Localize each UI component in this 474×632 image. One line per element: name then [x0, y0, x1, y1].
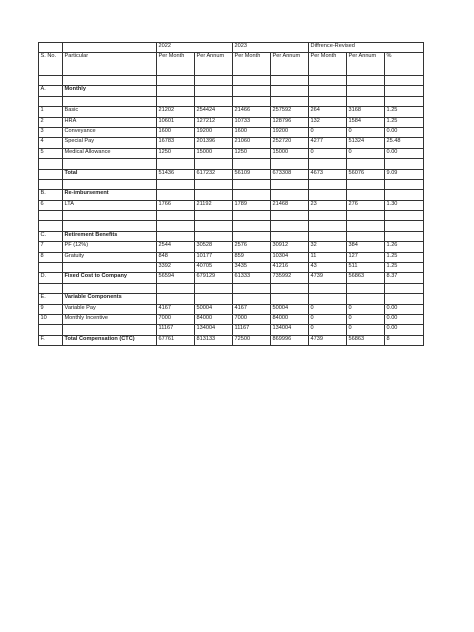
per-month-2022-cell — [157, 231, 195, 241]
particular-cell: HRA — [63, 117, 157, 127]
per-month-2022-cell: 1600 — [157, 127, 195, 137]
table-row — [39, 200, 424, 210]
per-month-2023-cell — [233, 76, 271, 86]
per-month-2023-cell — [233, 294, 271, 304]
per-annum-2023-cell: 15000 — [271, 148, 309, 158]
percent-cell: 0.00 — [385, 314, 424, 324]
per-annum-diff-cell — [347, 211, 385, 221]
per-month-diff-cell — [309, 283, 347, 293]
per-month-diff-cell: 11 — [309, 252, 347, 262]
year-2022-header: 2022 — [157, 43, 233, 53]
table-row — [39, 335, 424, 345]
per-month-diff-cell — [309, 96, 347, 106]
per-annum-diff-cell — [347, 86, 385, 96]
particular-cell: Retirement Benefits — [63, 231, 157, 241]
per-month-diff-cell — [309, 76, 347, 86]
per-annum-2022-cell — [195, 294, 233, 304]
percent-cell: 0.00 — [385, 304, 424, 314]
particular-cell — [63, 96, 157, 106]
percent-cell — [385, 96, 424, 106]
percent-cell: 1.26 — [385, 242, 424, 252]
per-annum-2023-cell: 134004 — [271, 325, 309, 335]
per-month-2022-cell: 16783 — [157, 138, 195, 148]
particular-cell — [63, 76, 157, 86]
per-annum-diff-cell — [347, 179, 385, 189]
per-annum-2023-cell: 869996 — [271, 335, 309, 345]
per-annum-2023-cell: 19200 — [271, 127, 309, 137]
per-month-header-2022: Per Month — [157, 53, 195, 76]
per-annum-2022-cell — [195, 76, 233, 86]
particular-cell — [63, 211, 157, 221]
particular-cell: Basic — [63, 107, 157, 117]
per-annum-diff-cell: 0 — [347, 314, 385, 324]
per-month-2022-cell: 51436 — [157, 169, 195, 179]
table-row — [39, 148, 424, 158]
per-month-diff-cell — [309, 221, 347, 231]
per-annum-diff-cell: 56863 — [347, 335, 385, 345]
percent-cell — [385, 179, 424, 189]
particular-cell — [63, 263, 157, 273]
per-annum-diff-cell — [347, 221, 385, 231]
table-row — [39, 231, 424, 241]
table-row — [39, 169, 424, 179]
per-annum-header-2022: Per Annum — [195, 53, 233, 76]
per-annum-2022-cell — [195, 221, 233, 231]
sno-cell: A. — [39, 86, 63, 96]
per-month-2022-cell — [157, 190, 195, 200]
per-annum-2022-cell: 19200 — [195, 127, 233, 137]
per-month-2023-cell: 21466 — [233, 107, 271, 117]
per-annum-2023-cell — [271, 86, 309, 96]
per-annum-2022-cell: 10177 — [195, 252, 233, 262]
per-month-2023-cell — [233, 221, 271, 231]
sno-cell: B. — [39, 190, 63, 200]
per-annum-2023-cell — [271, 179, 309, 189]
compensation-table — [38, 42, 424, 346]
per-month-2023-cell — [233, 211, 271, 221]
per-annum-2023-cell — [271, 159, 309, 169]
particular-cell: Re-imbursement — [63, 190, 157, 200]
sno-header: S. No. — [39, 53, 63, 76]
per-annum-header-2023: Per Annum — [271, 53, 309, 76]
per-month-2022-cell — [157, 283, 195, 293]
particular-cell — [63, 159, 157, 169]
sno-cell: 9 — [39, 304, 63, 314]
per-month-2023-cell — [233, 231, 271, 241]
per-annum-2023-cell — [271, 283, 309, 293]
per-month-2023-cell: 1789 — [233, 200, 271, 210]
particular-cell: PF (12%) — [63, 242, 157, 252]
per-month-diff-cell — [309, 159, 347, 169]
per-month-2022-cell: 10601 — [157, 117, 195, 127]
percent-header: % — [385, 53, 424, 76]
per-month-2022-cell: 848 — [157, 252, 195, 262]
per-month-2022-cell — [157, 294, 195, 304]
sno-cell: 7 — [39, 242, 63, 252]
per-month-2023-cell: 21060 — [233, 138, 271, 148]
per-annum-2023-cell: 41216 — [271, 263, 309, 273]
per-annum-2022-cell: 40705 — [195, 263, 233, 273]
per-month-diff-cell — [309, 179, 347, 189]
per-month-diff-cell: 23 — [309, 200, 347, 210]
sno-cell — [39, 179, 63, 189]
table-row — [39, 252, 424, 262]
table-row — [39, 273, 424, 283]
per-month-2023-cell — [233, 96, 271, 106]
per-month-diff-cell: 4277 — [309, 138, 347, 148]
per-annum-diff-cell: 3168 — [347, 107, 385, 117]
per-annum-2022-cell: 30528 — [195, 242, 233, 252]
percent-cell — [385, 76, 424, 86]
particular-cell: Gratuity — [63, 252, 157, 262]
per-month-diff-cell: 0 — [309, 148, 347, 158]
per-annum-2023-cell — [271, 221, 309, 231]
per-month-2023-cell: 1600 — [233, 127, 271, 137]
per-month-diff-cell: 264 — [309, 107, 347, 117]
sno-cell — [39, 169, 63, 179]
per-month-diff-cell: 0 — [309, 304, 347, 314]
per-annum-diff-cell — [347, 231, 385, 241]
percent-cell — [385, 283, 424, 293]
per-annum-diff-cell: 127 — [347, 252, 385, 262]
per-annum-2022-cell — [195, 211, 233, 221]
per-month-2022-cell — [157, 96, 195, 106]
per-month-2023-cell: 1250 — [233, 148, 271, 158]
per-month-2023-cell: 859 — [233, 252, 271, 262]
sno-cell: 10 — [39, 314, 63, 324]
percent-cell: 8.37 — [385, 273, 424, 283]
per-month-diff-cell: 0 — [309, 314, 347, 324]
per-month-2022-cell: 1766 — [157, 200, 195, 210]
per-annum-2022-cell: 50004 — [195, 304, 233, 314]
per-annum-2023-cell: 252720 — [271, 138, 309, 148]
per-annum-2022-cell — [195, 179, 233, 189]
sno-cell — [39, 76, 63, 86]
sno-cell — [39, 96, 63, 106]
per-annum-diff-cell: 384 — [347, 242, 385, 252]
percent-cell — [385, 294, 424, 304]
per-annum-2023-cell — [271, 211, 309, 221]
percent-cell — [385, 221, 424, 231]
particular-cell: LTA — [63, 200, 157, 210]
header-cell-blank — [63, 43, 157, 53]
per-month-2022-cell: 4167 — [157, 304, 195, 314]
per-month-diff-cell — [309, 211, 347, 221]
per-month-2023-cell: 4167 — [233, 304, 271, 314]
per-annum-diff-cell — [347, 76, 385, 86]
per-month-diff-cell: 43 — [309, 263, 347, 273]
particular-cell — [63, 325, 157, 335]
sno-cell: 6 — [39, 200, 63, 210]
per-annum-2023-cell — [271, 76, 309, 86]
table-row — [39, 190, 424, 200]
per-annum-2022-cell: 134004 — [195, 325, 233, 335]
sno-cell — [39, 283, 63, 293]
particular-cell: Monthly — [63, 86, 157, 96]
per-annum-diff-cell: 0 — [347, 148, 385, 158]
percent-cell: 1.25 — [385, 263, 424, 273]
particular-header: Particular — [63, 53, 157, 76]
particular-cell — [63, 179, 157, 189]
percent-cell: 1.30 — [385, 200, 424, 210]
table-row — [39, 138, 424, 148]
percent-cell: 1.25 — [385, 252, 424, 262]
per-annum-2023-cell: 21468 — [271, 200, 309, 210]
per-annum-2023-cell: 10304 — [271, 252, 309, 262]
percent-cell — [385, 86, 424, 96]
per-month-diff-cell: 4739 — [309, 273, 347, 283]
per-annum-2023-cell — [271, 190, 309, 200]
per-month-2023-cell: 7000 — [233, 314, 271, 324]
per-month-diff-cell: 132 — [309, 117, 347, 127]
percent-cell — [385, 211, 424, 221]
per-annum-diff-cell — [347, 96, 385, 106]
per-annum-2022-cell: 15000 — [195, 148, 233, 158]
per-annum-diff-cell: 51324 — [347, 138, 385, 148]
per-month-2022-cell: 56594 — [157, 273, 195, 283]
year-header-row — [39, 43, 424, 53]
per-month-diff-cell: 4673 — [309, 169, 347, 179]
per-annum-diff-cell: 0 — [347, 325, 385, 335]
per-annum-2022-cell: 127212 — [195, 117, 233, 127]
particular-cell — [63, 221, 157, 231]
sno-cell — [39, 325, 63, 335]
per-month-2023-cell: 10733 — [233, 117, 271, 127]
sno-cell — [39, 159, 63, 169]
per-month-diff-cell: 4739 — [309, 335, 347, 345]
per-annum-diff-cell: 276 — [347, 200, 385, 210]
per-annum-2023-cell — [271, 96, 309, 106]
per-month-2023-cell: 3435 — [233, 263, 271, 273]
table-row — [39, 325, 424, 335]
particular-cell: Medical Allowance — [63, 148, 157, 158]
particular-cell: Monthly Incentive — [63, 314, 157, 324]
percent-cell — [385, 159, 424, 169]
per-month-diff-cell — [309, 231, 347, 241]
per-annum-diff-cell — [347, 294, 385, 304]
difference-header: Diffrence-Revised — [309, 43, 424, 53]
sno-cell — [39, 263, 63, 273]
table-row — [39, 107, 424, 117]
table-row — [39, 86, 424, 96]
year-2023-header: 2023 — [233, 43, 309, 53]
per-annum-2022-cell: 679129 — [195, 273, 233, 283]
percent-cell: 1.25 — [385, 107, 424, 117]
per-month-diff-cell: 0 — [309, 325, 347, 335]
particular-cell: Fixed Cost to Company — [63, 273, 157, 283]
per-month-diff-cell: 0 — [309, 127, 347, 137]
per-annum-2022-cell — [195, 190, 233, 200]
per-month-2023-cell: 11167 — [233, 325, 271, 335]
per-annum-diff-cell: 0 — [347, 127, 385, 137]
table-row — [39, 96, 424, 106]
particular-cell: Variable Components — [63, 294, 157, 304]
per-annum-2022-cell: 254424 — [195, 107, 233, 117]
sno-cell — [39, 211, 63, 221]
sno-cell: C. — [39, 231, 63, 241]
per-month-2022-cell — [157, 179, 195, 189]
percent-cell: 0.00 — [385, 325, 424, 335]
sno-cell: 3 — [39, 127, 63, 137]
particular-cell: Total Compensation (CTC) — [63, 335, 157, 345]
sno-cell — [39, 221, 63, 231]
per-month-diff-cell — [309, 294, 347, 304]
per-month-2022-cell: 2544 — [157, 242, 195, 252]
table-row — [39, 159, 424, 169]
per-month-header-diff: Per Month — [309, 53, 347, 76]
per-month-2022-cell: 1250 — [157, 148, 195, 158]
per-annum-2023-cell: 50004 — [271, 304, 309, 314]
percent-cell — [385, 231, 424, 241]
sno-cell: 5 — [39, 148, 63, 158]
per-annum-2023-cell: 84000 — [271, 314, 309, 324]
percent-cell: 0.00 — [385, 127, 424, 137]
per-annum-diff-cell: 56076 — [347, 169, 385, 179]
percent-cell: 0.00 — [385, 148, 424, 158]
per-annum-2022-cell: 617232 — [195, 169, 233, 179]
per-month-2023-cell: 61333 — [233, 273, 271, 283]
per-month-2023-cell — [233, 179, 271, 189]
per-annum-header-diff: Per Annum — [347, 53, 385, 76]
per-month-2023-cell: 2576 — [233, 242, 271, 252]
column-header-row — [39, 53, 424, 76]
per-annum-2022-cell: 84000 — [195, 314, 233, 324]
per-month-header-2023: Per Month — [233, 53, 271, 76]
per-annum-diff-cell — [347, 190, 385, 200]
percent-cell: 8 — [385, 335, 424, 345]
table-row — [39, 242, 424, 252]
sno-cell: 1 — [39, 107, 63, 117]
per-annum-2022-cell — [195, 231, 233, 241]
table-row — [39, 179, 424, 189]
table-row — [39, 127, 424, 137]
per-month-2022-cell — [157, 76, 195, 86]
table-row — [39, 117, 424, 127]
per-annum-2023-cell: 735992 — [271, 273, 309, 283]
per-annum-2023-cell: 128796 — [271, 117, 309, 127]
table-row — [39, 283, 424, 293]
per-annum-diff-cell: 511 — [347, 263, 385, 273]
sno-cell: 4 — [39, 138, 63, 148]
per-month-diff-cell — [309, 86, 347, 96]
per-month-2023-cell — [233, 159, 271, 169]
sno-cell: 8 — [39, 252, 63, 262]
per-month-2022-cell: 7000 — [157, 314, 195, 324]
per-annum-2023-cell — [271, 294, 309, 304]
particular-cell — [63, 283, 157, 293]
per-annum-2022-cell — [195, 283, 233, 293]
table-row — [39, 294, 424, 304]
per-month-diff-cell: 32 — [309, 242, 347, 252]
percent-cell: 9.09 — [385, 169, 424, 179]
percent-cell: 25.48 — [385, 138, 424, 148]
per-month-diff-cell — [309, 190, 347, 200]
particular-cell: Conveyance — [63, 127, 157, 137]
particular-cell: Special Pay — [63, 138, 157, 148]
header-cell-blank — [39, 43, 63, 53]
per-month-2022-cell: 21202 — [157, 107, 195, 117]
table-row — [39, 263, 424, 273]
per-annum-2023-cell: 30912 — [271, 242, 309, 252]
per-annum-diff-cell: 0 — [347, 304, 385, 314]
percent-cell: 1.25 — [385, 117, 424, 127]
sno-cell: D. — [39, 273, 63, 283]
per-month-2023-cell: 72500 — [233, 335, 271, 345]
per-annum-diff-cell: 56863 — [347, 273, 385, 283]
per-annum-2022-cell: 21192 — [195, 200, 233, 210]
sno-cell: 2 — [39, 117, 63, 127]
particular-cell: Total — [63, 169, 157, 179]
per-month-2022-cell — [157, 159, 195, 169]
table-row — [39, 76, 424, 86]
per-month-2023-cell: 56109 — [233, 169, 271, 179]
per-month-2023-cell — [233, 86, 271, 96]
particular-cell: Variable Pay — [63, 304, 157, 314]
per-annum-2022-cell — [195, 86, 233, 96]
sno-cell: F. — [39, 335, 63, 345]
per-annum-2022-cell: 813133 — [195, 335, 233, 345]
per-annum-2022-cell: 201396 — [195, 138, 233, 148]
per-month-2022-cell — [157, 86, 195, 96]
table-row — [39, 304, 424, 314]
per-month-2023-cell — [233, 190, 271, 200]
per-month-2023-cell — [233, 283, 271, 293]
per-month-2022-cell — [157, 211, 195, 221]
per-annum-2022-cell — [195, 96, 233, 106]
per-month-2022-cell: 11167 — [157, 325, 195, 335]
table-row — [39, 221, 424, 231]
percent-cell — [385, 190, 424, 200]
per-month-2022-cell: 67761 — [157, 335, 195, 345]
per-annum-2022-cell — [195, 159, 233, 169]
sno-cell: E. — [39, 294, 63, 304]
per-month-2022-cell: 3392 — [157, 263, 195, 273]
table-row — [39, 211, 424, 221]
per-annum-2023-cell: 673308 — [271, 169, 309, 179]
table-row — [39, 314, 424, 324]
per-month-2022-cell — [157, 221, 195, 231]
per-annum-2023-cell: 257592 — [271, 107, 309, 117]
per-annum-2023-cell — [271, 231, 309, 241]
per-annum-diff-cell — [347, 283, 385, 293]
per-annum-diff-cell: 1584 — [347, 117, 385, 127]
per-annum-diff-cell — [347, 159, 385, 169]
